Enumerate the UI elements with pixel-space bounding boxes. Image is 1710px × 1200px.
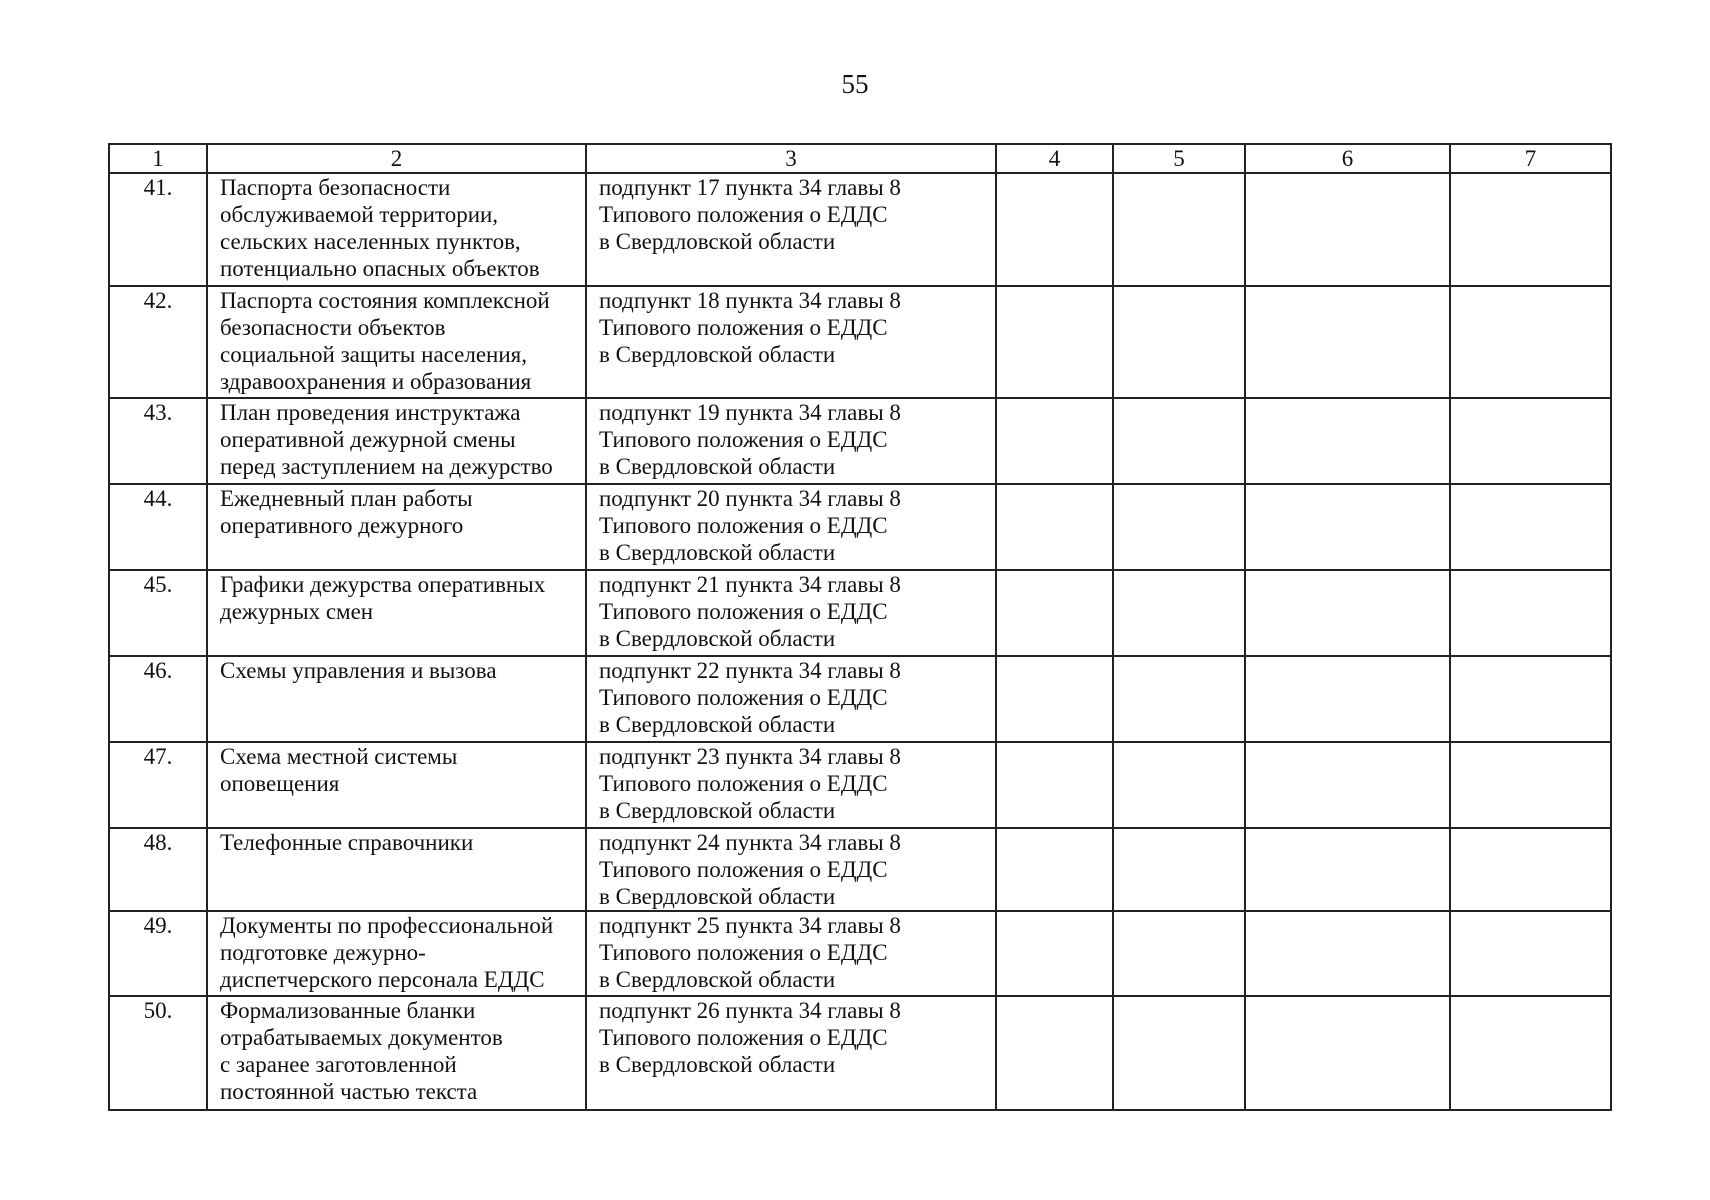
reference-cell bbox=[586, 173, 996, 286]
document-name-line: отрабатываемых документов bbox=[220, 1025, 503, 1050]
reference-line: подпункт 19 пункта 34 главы 8 bbox=[599, 400, 901, 425]
empty-cell-c4 bbox=[996, 911, 1113, 996]
empty-cell-c5 bbox=[1113, 484, 1245, 570]
document-name-line: Схема местной системы bbox=[220, 744, 458, 769]
column-header: 1 bbox=[109, 144, 207, 173]
empty-cell-c7 bbox=[1450, 570, 1611, 656]
reference-cell bbox=[586, 484, 996, 570]
document-name-cell bbox=[207, 484, 586, 570]
empty-cell-c6 bbox=[1245, 173, 1450, 286]
table-row bbox=[109, 173, 1611, 286]
document-name-line: здравоохранения и образования bbox=[220, 369, 532, 394]
reference-cell bbox=[586, 656, 996, 742]
document-name-line: Формализованные бланки bbox=[220, 998, 476, 1023]
reference-line: в Свердловской области bbox=[599, 342, 836, 367]
reference-line: подпункт 25 пункта 34 главы 8 bbox=[599, 913, 901, 938]
document-name-cell bbox=[207, 911, 586, 996]
table-row bbox=[109, 656, 1611, 742]
column-header: 3 bbox=[586, 144, 996, 173]
document-name-line: оповещения bbox=[220, 771, 340, 796]
column-header: 5 bbox=[1113, 144, 1245, 173]
document-name-cell bbox=[207, 398, 586, 484]
document-name-cell bbox=[207, 570, 586, 656]
reference-line: в Свердловской области bbox=[599, 540, 836, 565]
reference-line: в Свердловской области bbox=[599, 712, 836, 737]
empty-cell-c5 bbox=[1113, 286, 1245, 398]
reference-line: подпункт 22 пункта 34 главы 8 bbox=[599, 658, 901, 683]
empty-cell-c4 bbox=[996, 484, 1113, 570]
table-row bbox=[109, 996, 1611, 1110]
row-number: 43. bbox=[109, 398, 207, 484]
empty-cell-c7 bbox=[1450, 911, 1611, 996]
empty-cell-c7 bbox=[1450, 484, 1611, 570]
empty-cell-c4 bbox=[996, 286, 1113, 398]
document-name-line: План проведения инструктажа bbox=[220, 400, 521, 425]
document-name-cell bbox=[207, 742, 586, 828]
document-name-line: Паспорта состояния комплексной bbox=[220, 288, 550, 313]
table-row bbox=[109, 570, 1611, 656]
reference-line: в Свердловской области bbox=[599, 454, 836, 479]
reference-line: Типового положения о ЕДДС bbox=[599, 685, 888, 710]
reference-line: подпункт 17 пункта 34 главы 8 bbox=[599, 175, 901, 200]
empty-cell-c4 bbox=[996, 742, 1113, 828]
empty-cell-c4 bbox=[996, 173, 1113, 286]
document-name-line: Телефонные справочники bbox=[220, 830, 474, 855]
table-row bbox=[109, 742, 1611, 828]
document-name-line: оперативного дежурного bbox=[220, 513, 464, 538]
reference-line: подпункт 18 пункта 34 главы 8 bbox=[599, 288, 901, 313]
reference-line: Типового положения о ЕДДС bbox=[599, 202, 888, 227]
document-name-line: обслуживаемой территории, bbox=[220, 202, 499, 227]
document-name-line: оперативной дежурной смены bbox=[220, 427, 516, 452]
document-name-line: диспетчерского персонала ЕДДС bbox=[220, 967, 545, 992]
empty-cell-c7 bbox=[1450, 173, 1611, 286]
empty-cell-c6 bbox=[1245, 911, 1450, 996]
document-name-line: с заранее заготовленной bbox=[220, 1052, 457, 1077]
reference-line: подпункт 20 пункта 34 главы 8 bbox=[599, 486, 901, 511]
reference-line: в Свердловской области bbox=[599, 967, 836, 992]
reference-line: Типового положения о ЕДДС bbox=[599, 771, 888, 796]
empty-cell-c5 bbox=[1113, 828, 1245, 911]
empty-cell-c7 bbox=[1450, 398, 1611, 484]
row-number: 45. bbox=[109, 570, 207, 656]
empty-cell-c5 bbox=[1113, 570, 1245, 656]
column-header: 7 bbox=[1450, 144, 1611, 173]
document-name-line: Документы по профессиональной bbox=[220, 913, 554, 938]
document-table bbox=[108, 143, 1612, 1111]
table-row bbox=[109, 286, 1611, 398]
document-name-cell bbox=[207, 996, 586, 1110]
empty-cell-c4 bbox=[996, 996, 1113, 1110]
row-number: 47. bbox=[109, 742, 207, 828]
empty-cell-c4 bbox=[996, 656, 1113, 742]
row-number: 44. bbox=[109, 484, 207, 570]
document-name-line: перед заступлением на дежурство bbox=[220, 454, 553, 479]
empty-cell-c7 bbox=[1450, 656, 1611, 742]
reference-line: Типового положения о ЕДДС bbox=[599, 1025, 888, 1050]
empty-cell-c7 bbox=[1450, 742, 1611, 828]
reference-line: Типового положения о ЕДДС bbox=[599, 427, 888, 452]
empty-cell-c5 bbox=[1113, 173, 1245, 286]
document-name-line: Схемы управления и вызова bbox=[220, 658, 497, 683]
empty-cell-c6 bbox=[1245, 570, 1450, 656]
document-name-line: Графики дежурства оперативных bbox=[220, 572, 546, 597]
reference-cell bbox=[586, 911, 996, 996]
reference-line: подпункт 24 пункта 34 главы 8 bbox=[599, 830, 901, 855]
row-number: 49. bbox=[109, 911, 207, 996]
reference-cell bbox=[586, 398, 996, 484]
document-name-line: сельских населенных пунктов, bbox=[220, 229, 521, 254]
reference-line: в Свердловской области bbox=[599, 1052, 836, 1077]
reference-line: Типового положения о ЕДДС bbox=[599, 599, 888, 624]
reference-cell bbox=[586, 570, 996, 656]
document-name-line: постоянной частью текста bbox=[220, 1079, 478, 1104]
reference-line: подпункт 23 пункта 34 главы 8 bbox=[599, 744, 901, 769]
document-name-cell bbox=[207, 828, 586, 911]
empty-cell-c7 bbox=[1450, 828, 1611, 911]
row-number: 48. bbox=[109, 828, 207, 911]
empty-cell-c4 bbox=[996, 570, 1113, 656]
empty-cell-c6 bbox=[1245, 484, 1450, 570]
reference-line: Типового положения о ЕДДС bbox=[599, 857, 888, 882]
empty-cell-c6 bbox=[1245, 742, 1450, 828]
empty-cell-c4 bbox=[996, 828, 1113, 911]
table-row bbox=[109, 828, 1611, 911]
empty-cell-c4 bbox=[996, 398, 1113, 484]
header-row bbox=[109, 144, 1611, 173]
document-name-cell bbox=[207, 286, 586, 398]
empty-cell-c5 bbox=[1113, 996, 1245, 1110]
document-name-line: потенциально опасных объектов bbox=[220, 256, 540, 281]
empty-cell-c6 bbox=[1245, 828, 1450, 911]
document-name-line: Ежедневный план работы bbox=[220, 486, 473, 511]
row-number: 46. bbox=[109, 656, 207, 742]
empty-cell-c6 bbox=[1245, 996, 1450, 1110]
document-name-line: безопасности объектов bbox=[220, 315, 446, 340]
row-number: 50. bbox=[109, 996, 207, 1110]
row-number: 42. bbox=[109, 286, 207, 398]
reference-line: подпункт 26 пункта 34 главы 8 bbox=[599, 998, 901, 1023]
reference-line: в Свердловской области bbox=[599, 229, 836, 254]
empty-cell-c6 bbox=[1245, 656, 1450, 742]
document-name-line: Паспорта безопасности bbox=[220, 175, 451, 200]
reference-line: подпункт 21 пункта 34 главы 8 bbox=[599, 572, 901, 597]
document-name-cell bbox=[207, 173, 586, 286]
reference-line: Типового положения о ЕДДС bbox=[599, 315, 888, 340]
reference-line: Типового положения о ЕДДС bbox=[599, 940, 888, 965]
empty-cell-c5 bbox=[1113, 742, 1245, 828]
reference-cell bbox=[586, 828, 996, 911]
reference-line: Типового положения о ЕДДС bbox=[599, 513, 888, 538]
document-name-line: подготовке дежурно- bbox=[220, 940, 426, 965]
column-header: 2 bbox=[207, 144, 586, 173]
table-row bbox=[109, 484, 1611, 570]
empty-cell-c6 bbox=[1245, 398, 1450, 484]
reference-cell bbox=[586, 996, 996, 1110]
document-name-line: социальной защиты населения, bbox=[220, 342, 527, 367]
empty-cell-c5 bbox=[1113, 656, 1245, 742]
document-name-line: дежурных смен bbox=[220, 599, 374, 624]
column-header: 6 bbox=[1245, 144, 1450, 173]
empty-cell-c5 bbox=[1113, 398, 1245, 484]
row-number: 41. bbox=[109, 173, 207, 286]
empty-cell-c7 bbox=[1450, 996, 1611, 1110]
table-row bbox=[109, 911, 1611, 996]
document-name-cell bbox=[207, 656, 586, 742]
reference-cell bbox=[586, 286, 996, 398]
reference-line: в Свердловской области bbox=[599, 626, 836, 651]
empty-cell-c7 bbox=[1450, 286, 1611, 398]
reference-cell bbox=[586, 742, 996, 828]
table-row bbox=[109, 398, 1611, 484]
empty-cell-c5 bbox=[1113, 911, 1245, 996]
page-number: 55 bbox=[841, 69, 869, 99]
reference-line: в Свердловской области bbox=[599, 798, 836, 823]
reference-line: в Свердловской области bbox=[599, 884, 836, 909]
empty-cell-c6 bbox=[1245, 286, 1450, 398]
column-header: 4 bbox=[996, 144, 1113, 173]
